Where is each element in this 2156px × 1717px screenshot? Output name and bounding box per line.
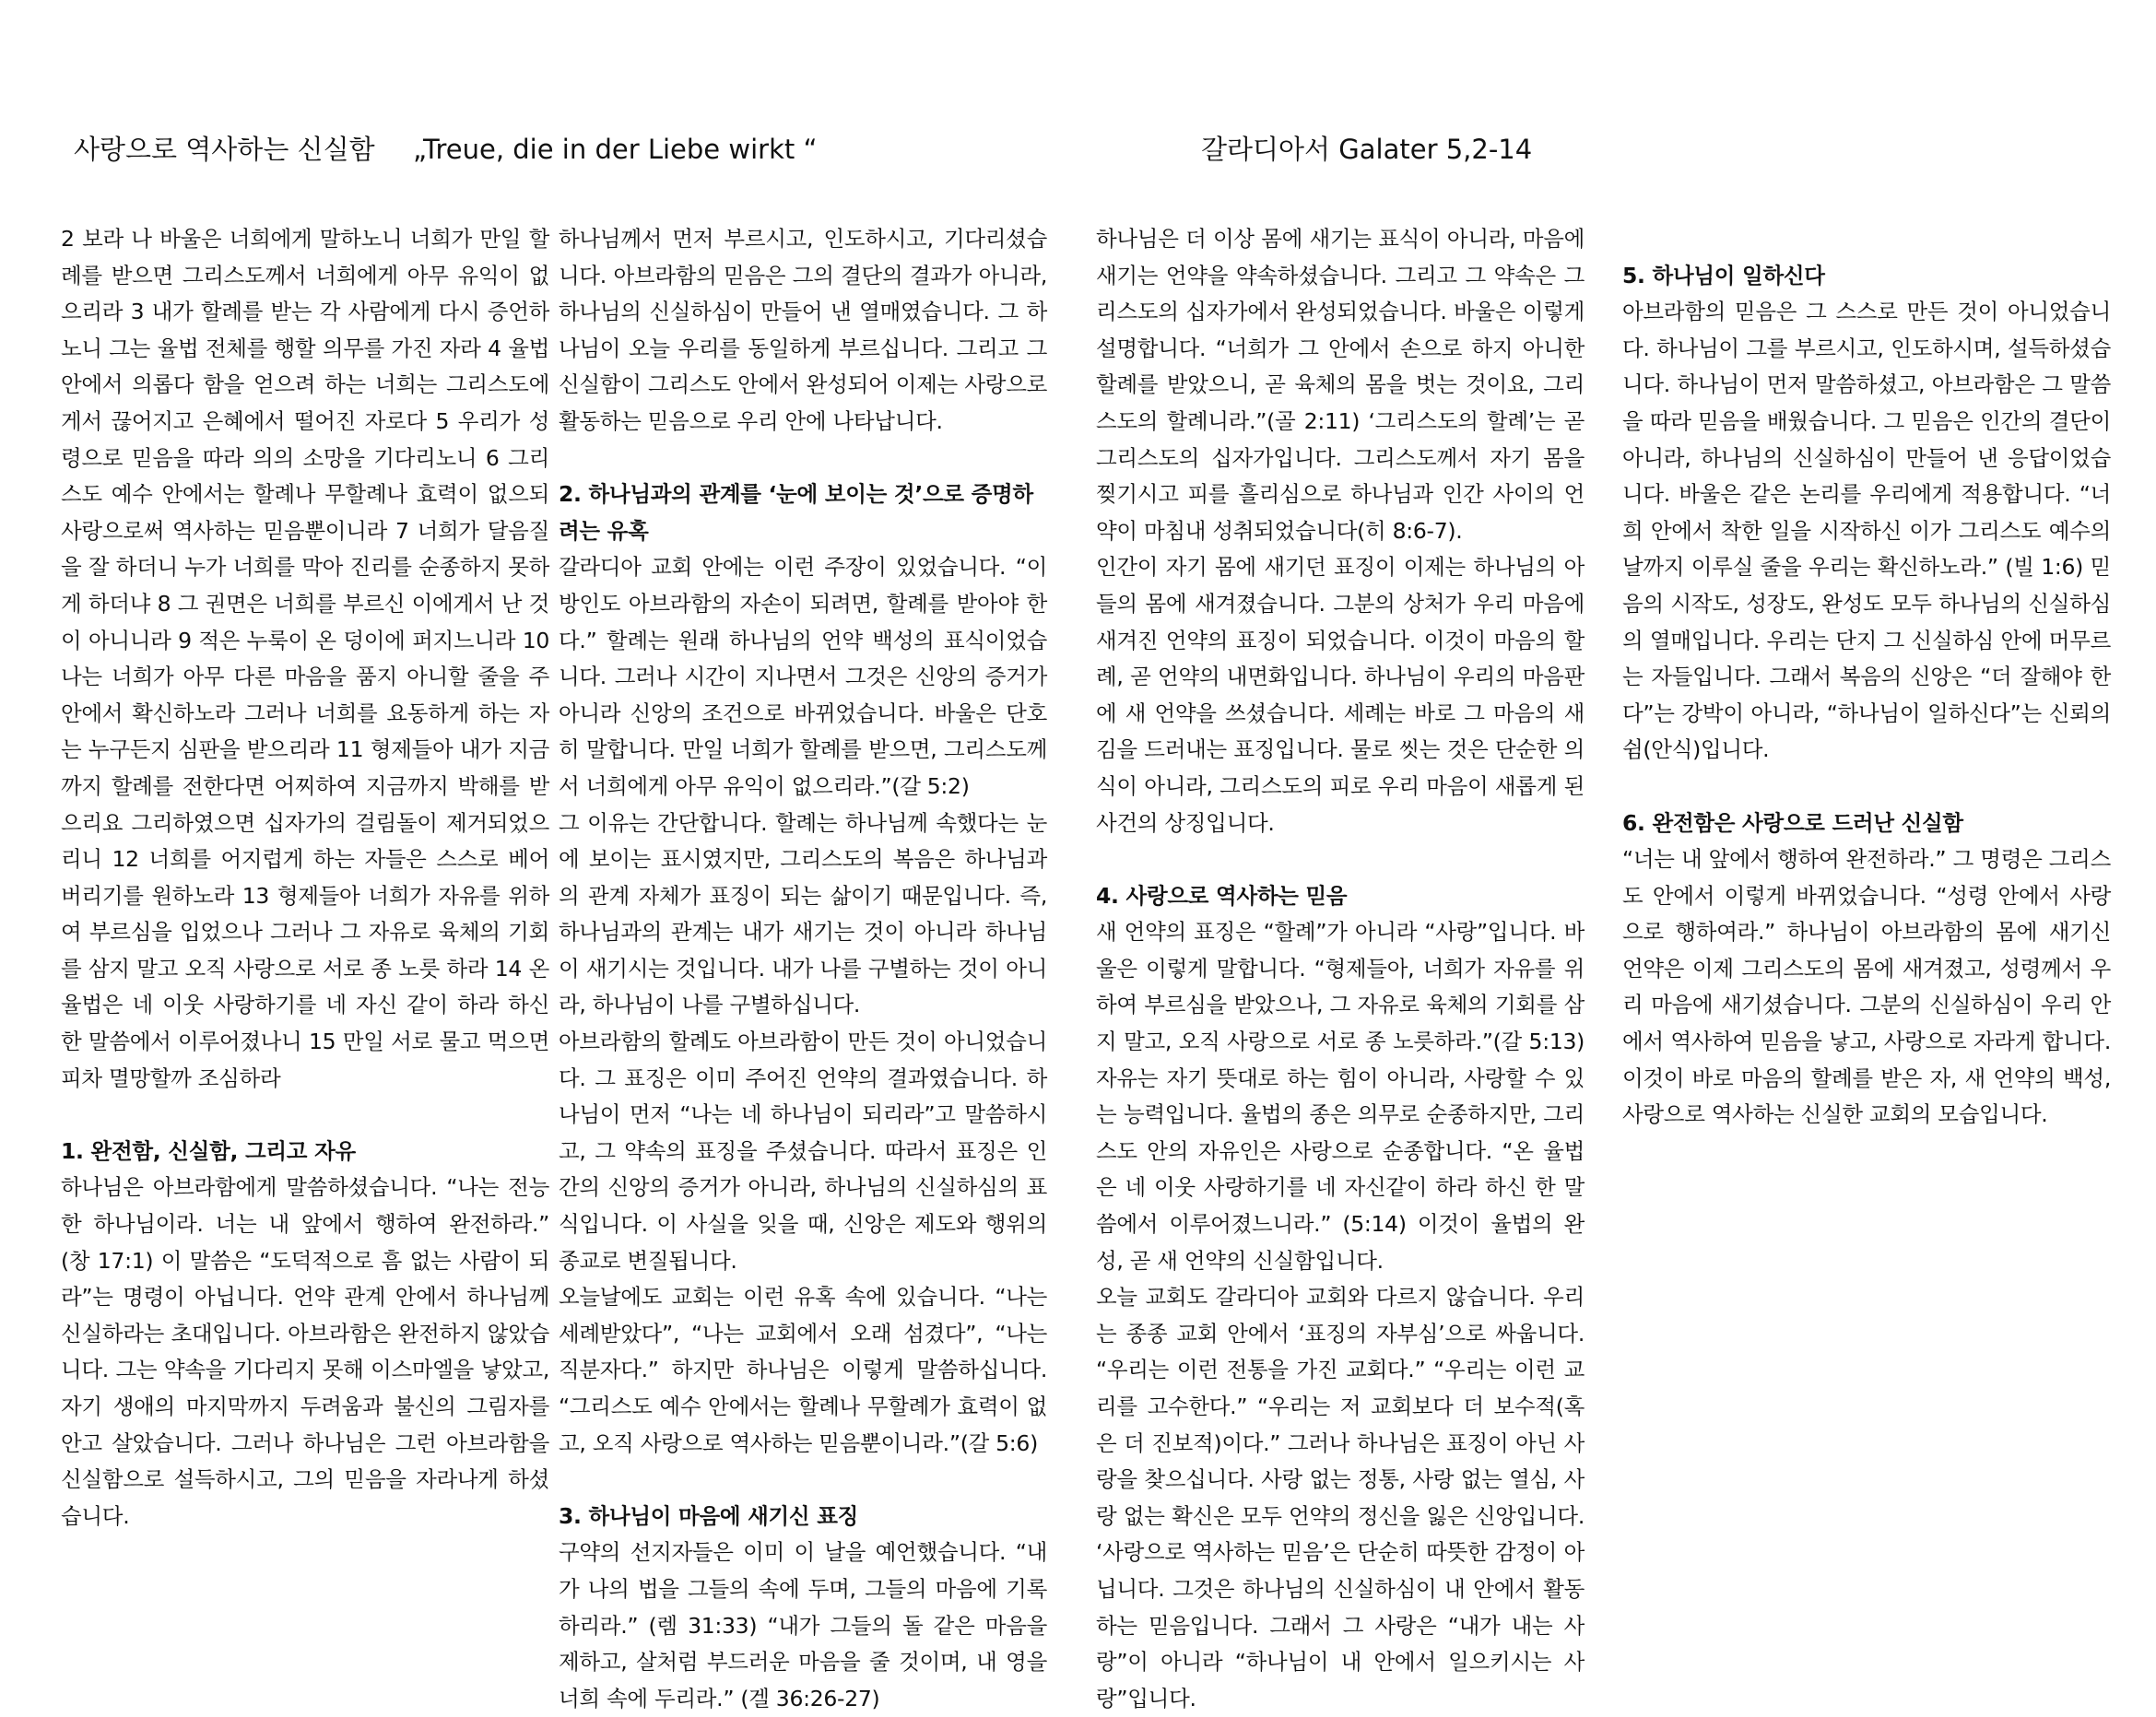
section-2-paragraph-4: 오늘날에도 교회는 이런 유혹 속에 있습니다. “나는 세례받았다”, “나는 교회에서 오래 섬겼다”, “나는 직분자다.” 하지만 하나님은 이렇게 말씀하십니다. “그리스도 예수 안에서는 할례나 무할례가 효력이 없고, 오직 사랑으로 역사하는 믿음뿐이니라.”(갈 5:6) <box>559 1284 1047 1456</box>
column-1 <box>61 221 549 1529</box>
section-4-heading: 4. 사랑으로 역사하는 믿음 <box>1096 882 1348 909</box>
column-2 <box>559 221 1047 1711</box>
section-3-paragraph-3: 인간이 자기 몸에 새기던 표징이 이제는 하나님의 아들의 몸에 새겨졌습니다. 그분의 상처가 우리 마음에 새겨진 언약의 표징이 되었습니다. 이것이 마음의 할례, 곧 언약의 내면화입니다. 하나님이 우리의 마음판에 새 언약을 쓰셨습니다. 세례는 바로 그 마음의 새김을 드러내는 표징입니다. 물로 씻는 것은 단순한 의식이 아니라, 그리스도의 피로 우리 마음이 새롭게 된 사건의 상징입니다. <box>1096 554 1585 836</box>
section-5-heading: 5. 하나님이 일하신다 <box>1622 262 1825 288</box>
section-3-paragraph-2: 하나님은 더 이상 몸에 새기는 표식이 아니라, 마음에 새기는 언약을 약속하셨습니다. 그리고 그 약속은 그리스도의 십자가에서 완성되었습니다. 바울은 이렇게 설명합니다. “너희가 그 안에서 손으로 하지 아니한 할례를 받았으니, 곧 육체의 몸을 벗는 것이요, 그리스도의 할례니라.”(골 2:11) ‘그리스도의 할례’는 곧 그리스도의 십자가입니다. 그리스도께서 자기 몸을 찢기시고 피를 흘리심으로 하나님과 인간 사이의 언약이 마침내 성취되었습니다(히 8:6-7). <box>1096 226 1585 544</box>
section-1-paragraph-2: 하나님께서 먼저 부르시고, 인도하시고, 기다리셨습니다. 아브라함의 믿음은 그의 결단의 결과가 아니라, 하나님의 신실하심이 만들어 낸 열매였습니다. 그 하나님이 오늘 우리를 동일하게 부르십니다. 그리고 그 신실함이 그리스도 안에서 완성되어 이제는 사랑으로 활동하는 믿음으로 우리 안에 나타납니다. <box>559 226 1047 434</box>
scripture-text: 2 보라 나 바울은 너희에게 말하노니 너희가 만일 할례를 받으면 그리스도께서 너희에게 아무 유익이 없으리라 3 내가 할례를 받는 각 사람에게 다시 증언하노니 그는 율법 전체를 행할 의무를 가진 자라 4 율법 안에서 의롭다 함을 얻으려 하는 너희는 그리스도에게서 끊어지고 은혜에서 떨어진 자로다 5 우리가 성령으로 믿음을 따라 의의 소망을 기다리노니 6 그리스도 예수 안에서는 할례나 무할례나 효력이 없으되 사랑으로써 역사하는 믿음뿐이니라 7 너희가 달음질을 잘 하더니 누가 너희를 막아 진리를 순종하지 못하게 하더냐 8 그 권면은 너희를 부르신 이에게서 난 것이 아니니라 9 적은 누룩이 온 덩이에 퍼지느니라 10 나는 너희가 아무 다른 마음을 품지 아니할 줄을 주 안에서 확신하노라 그러나 너희를 요동하게 하는 자는 누구든지 심판을 받으리라 11 형제들아 내가 지금까지 할례를 전한다면 어찌하여 지금까지 박해를 받으리요 그리하였으면 십자가의 걸림돌이 제거되었으리니 12 너희를 어지럽게 하는 자들은 스스로 베어 버리기를 원하노라 13 형제들아 너희가 자유를 위하여 부르심을 입었으나 그러나 그 자유로 육체의 기회를 삼지 말고 오직 사랑으로 서로 종 노릇 하라 14 온 율법은 네 이웃 사랑하기를 네 자신 같이 하라 하신 한 말씀에서 이루어졌나니 15 만일 서로 물고 먹으면 피차 멸망할까 조심하라 <box>61 226 549 1091</box>
page-header <box>74 129 2102 170</box>
section-4-paragraph-1: 새 언약의 표징은 “할례”가 아니라 “사랑”입니다. 바울은 이렇게 말합니다. “형제들아, 너희가 자유를 위하여 부르심을 받았으나, 그 자유로 육체의 기회를 삼지 말고, 오직 사랑으로 서로 종 노릇하라.”(갈 5:13) 자유는 자기 뜻대로 하는 힘이 아니라, 사랑할 수 있는 능력입니다. 율법의 종은 의무로 순종하지만, 그리스도 안의 자유인은 사랑으로 순종합니다. “온 율법은 네 이웃 사랑하기를 네 자신같이 하라 하신 한 말씀에서 이루어졌느니라.” (5:14) 이것이 율법의 완성, 곧 새 언약의 신실함입니다. <box>1096 919 1585 1274</box>
section-3-paragraph-1: 구약의 선지자들은 이미 이 날을 예언했습니다. “내가 나의 법을 그들의 속에 두며, 그들의 마음에 기록하리라.” (렘 31:33) “내가 그들의 돌 같은 마음을 제하고, 살처럼 부드러운 마음을 줄 것이며, 내 영을 너희 속에 두리라.” (겔 36:26-27) <box>559 1539 1047 1711</box>
title-korean: 사랑으로 역사하는 신실함 <box>74 134 375 165</box>
section-6-paragraph-1: “너는 내 앞에서 행하여 완전하라.” 그 명령은 그리스도 안에서 이렇게 바뀌었습니다. “성령 안에서 사랑으로 행하여라.” 하나님이 아브라함의 몸에 새기신 언약은 이제 그리스도의 몸에 새겨졌고, 성령께서 우리 마음에 새기셨습니다. 그분의 신실하심이 우리 안에서 역사하여 믿음을 낳고, 사랑으로 자라게 합니다. 이것이 바로 마음의 할례를 받은 자, 새 언약의 백성, 사랑으로 역사하는 신실한 교회의 모습입니다. <box>1622 846 2111 1128</box>
scripture-reference: 갈라디아서 Galater 5,2-14 <box>1201 134 1533 165</box>
section-2-paragraph-1: 갈라디아 교회 안에는 이런 주장이 있었습니다. “이방인도 아브라함의 자손이 되려면, 할례를 받아야 한다.” 할례는 원래 하나님의 언약 백성의 표식이었습니다. 그러나 시간이 지나면서 그것은 신앙의 증거가 아니라 신앙의 조건으로 바뀌었습니다. 바울은 단호히 말합니다. 만일 너희가 할례를 받으면, 그리스도께서 너희에게 아무 유익이 없으리라.”(갈 5:2) <box>559 554 1047 799</box>
section-2-paragraph-3: 아브라함의 할례도 아브라함이 만든 것이 아니었습니다. 그 표징은 이미 주어진 언약의 결과였습니다. 하나님이 먼저 “나는 네 하나님이 되리라”고 말씀하시고, 그 약속의 표징을 주셨습니다. 따라서 표징은 인간의 신앙의 증거가 아니라, 하나님의 신실하심의 표식입니다. 이 사실을 잊을 때, 신앙은 제도와 행위의 종교로 변질됩니다. <box>559 1029 1047 1274</box>
section-5-paragraph-1: 아브라함의 믿음은 그 스스로 만든 것이 아니었습니다. 하나님이 그를 부르시고, 인도하시며, 설득하셨습니다. 하나님이 먼저 말씀하셨고, 아브라함은 그 말씀을 따라 믿음을 배웠습니다. 그 믿음은 인간의 결단이 아니라, 하나님의 신실하심이 만들어 낸 응답이었습니다. 바울은 같은 논리를 우리에게 적용합니다. “너희 안에서 착한 일을 시작하신 이가 그리스도 예수의 날까지 이루실 줄을 우리는 확신하노라.” (빌 1:6) 믿음의 시작도, 성장도, 완성도 모두 하나님의 신실하심의 열매입니다. 우리는 단지 그 신실하심 안에 머무르는 자들입니다. 그래서 복음의 신앙은 “더 잘해야 한다”는 강박이 아니라, “하나님이 일하신다”는 신뢰의 쉼(안식)입니다. <box>1622 299 2111 763</box>
section-6-heading: 6. 완전함은 사랑으로 드러난 신실함 <box>1622 809 1963 836</box>
section-1-heading: 1. 완전함, 신실함, 그리고 자유 <box>61 1137 356 1164</box>
section-2-paragraph-2: 그 이유는 간단합니다. 할례는 하나님께 속했다는 눈에 보이는 표시였지만, 그리스도의 복음은 하나님과의 관계 자체가 표징이 되는 삶이기 때문입니다. 즉, 하나님과의 관계는 내가 새기는 것이 아니라 하나님이 새기시는 것입니다. 내가 나를 구별하는 것이 아니라, 하나님이 나를 구별하십니다. <box>559 809 1047 1018</box>
section-1-paragraph-1: 하나님은 아브라함에게 말씀하셨습니다. “나는 전능한 하나님이라. 너는 내 앞에서 행하여 완전하라.” (창 17:1) 이 말씀은 “도덕적으로 흠 없는 사람이 되라”는 명령이 아닙니다. 언약 관계 안에서 하나님께 신실하라는 초대입니다. 아브라함은 완전하지 않았습니다. 그는 약속을 기다리지 못해 이스마엘을 낳았고, 자기 생애의 마지막까지 두려움과 불신의 그림자를 안고 살았습니다. 그러나 하나님은 그런 아브라함을 신실함으로 설득하시고, 그의 믿음을 자라나게 하셨습니다. <box>61 1174 549 1529</box>
column-3 <box>1096 221 1585 1711</box>
section-2-heading: 2. 하나님과의 관계를 ‘눈에 보이는 것’으로 증명하려는 유혹 <box>559 481 1033 544</box>
title-german: „Treue, die in der Liebe wirkt “ <box>413 134 818 165</box>
section-4-paragraph-2: 오늘 교회도 갈라디아 교회와 다르지 않습니다. 우리는 종종 교회 안에서 ‘표징의 자부심’으로 싸웁니다. “우리는 이런 전통을 가진 교회다.” “우리는 이런 교리를 고수한다.” “우리는 저 교회보다 더 보수적(혹은 더 진보적)이다.” 그러나 하나님은 표징이 아닌 사랑을 찾으십니다. 사랑 없는 정통, 사랑 없는 열심, 사랑 없는 확신은 모두 언약의 정신을 잃은 신앙입니다. ‘사랑으로 역사하는 믿음’은 단순히 따뜻한 감정이 아닙니다. 그것은 하나님의 신실하심이 내 안에서 활동하는 믿음입니다. 그래서 그 사랑은 “내가 내는 사랑”이 아니라 “하나님이 내 안에서 일으키시는 사랑”입니다. <box>1096 1284 1585 1711</box>
column-4 <box>1622 221 2111 1502</box>
section-3-heading: 3. 하나님이 마음에 새기신 표징 <box>559 1502 859 1529</box>
